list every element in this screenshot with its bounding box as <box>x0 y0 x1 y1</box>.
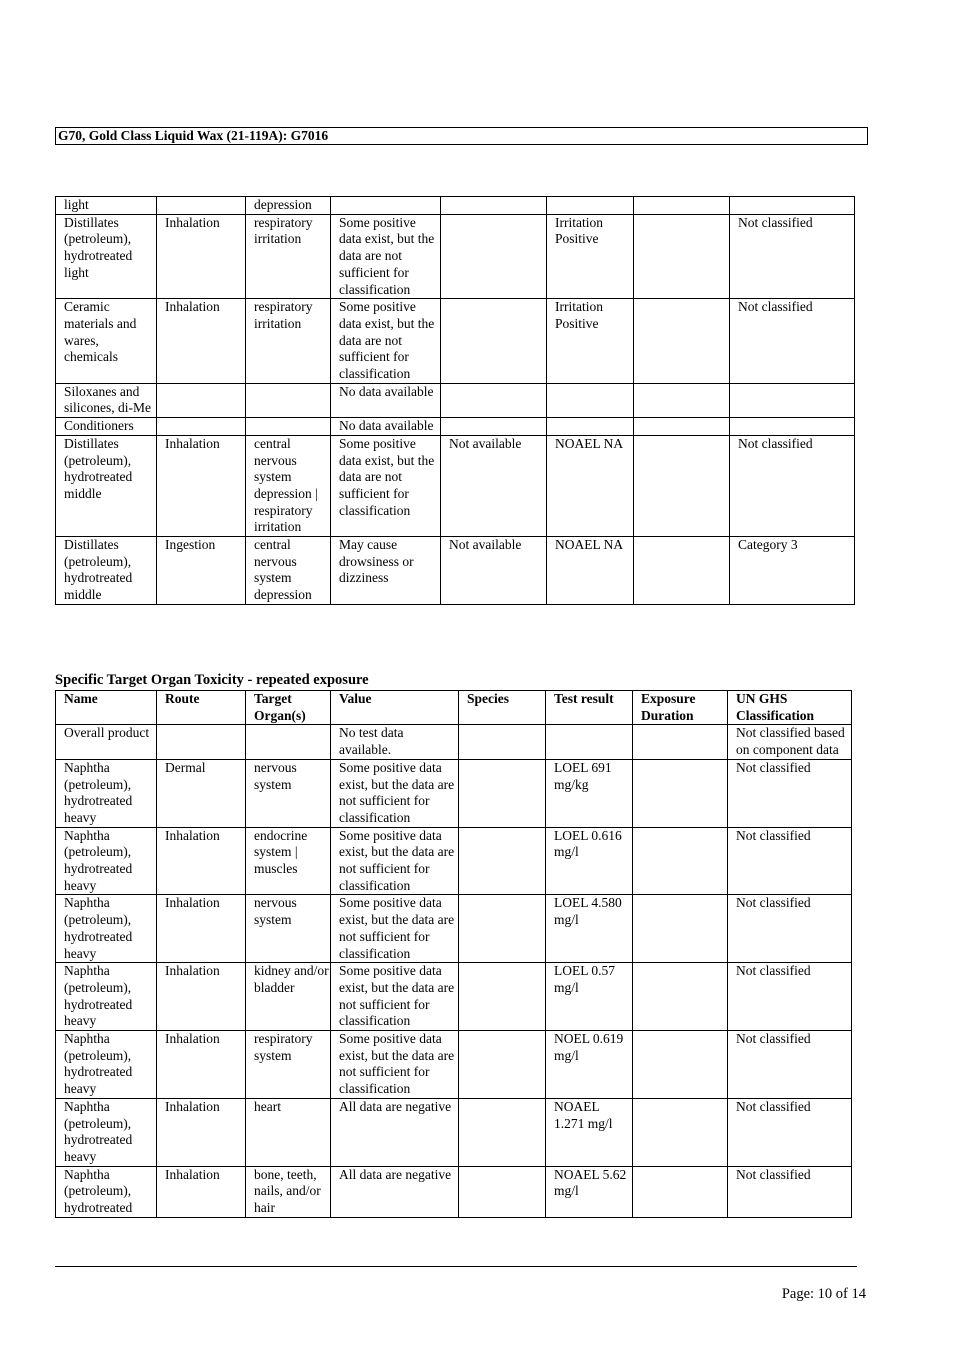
cell-test-result: LOEL 0.57 mg/l <box>546 963 633 1031</box>
cell-value: Some positive data exist, but the data are not sufficient for classification <box>331 435 441 536</box>
table-row <box>56 214 855 299</box>
table-row <box>56 418 855 436</box>
cell-un-ghs-classification: Not classified <box>728 895 852 963</box>
footer-divider <box>55 1266 857 1267</box>
cell-route: Dermal <box>157 759 246 827</box>
cell-route <box>157 418 246 436</box>
cell-route <box>157 725 246 759</box>
cell-exposure-duration <box>634 214 730 299</box>
cell-un-ghs-classification: Not classified <box>728 1166 852 1217</box>
cell-un-ghs-classification: Not classified <box>728 827 852 895</box>
cell-species <box>459 827 546 895</box>
cell-species <box>441 214 547 299</box>
cell-exposure-duration <box>634 197 730 215</box>
cell-species: Not available <box>441 435 547 536</box>
column-header-test-result: Test result <box>546 691 633 725</box>
table-row <box>56 759 852 827</box>
cell-exposure-duration <box>633 1098 728 1166</box>
cell-species <box>459 725 546 759</box>
cell-species <box>459 759 546 827</box>
cell-species <box>459 963 546 1031</box>
cell-test-result: LOEL 691 mg/kg <box>546 759 633 827</box>
cell-name: Distillates (petroleum), hydrotreated middle <box>56 537 157 605</box>
column-header-species: Species <box>459 691 546 725</box>
cell-un-ghs-classification: Not classified <box>728 1031 852 1099</box>
cell-name: Conditioners <box>56 418 157 436</box>
cell-name: Naphtha (petroleum), hydrotreated <box>56 1166 157 1217</box>
cell-value: Some positive data exist, but the data are not sufficient for classification <box>331 1031 459 1099</box>
repeated-exposure-table-body <box>56 725 852 1217</box>
cell-exposure-duration <box>633 759 728 827</box>
cell-un-ghs-classification <box>730 197 855 215</box>
cell-exposure-duration <box>633 963 728 1031</box>
column-header-route: Route <box>157 691 246 725</box>
cell-value: Some positive data exist, but the data are not sufficient for classification <box>331 827 459 895</box>
cell-route: Inhalation <box>157 1166 246 1217</box>
cell-test-result: LOEL 0.616 mg/l <box>546 827 633 895</box>
cell-exposure-duration <box>633 895 728 963</box>
column-header-target-organs: Target Organ(s) <box>246 691 331 725</box>
column-header-un-ghs-classification: UN GHS Classification <box>728 691 852 725</box>
cell-test-result: Irritation Positive <box>547 299 634 384</box>
cell-name: Overall product <box>56 725 157 759</box>
cell-species <box>441 299 547 384</box>
cell-route: Inhalation <box>157 895 246 963</box>
cell-un-ghs-classification: Not classified <box>728 759 852 827</box>
cell-test-result: NOAEL 5.62 mg/l <box>546 1166 633 1217</box>
cell-target-organs: respiratory irritation <box>246 214 331 299</box>
cell-un-ghs-classification: Not classified <box>728 963 852 1031</box>
cell-route: Inhalation <box>157 963 246 1031</box>
cell-un-ghs-classification: Not classified <box>730 299 855 384</box>
cell-species <box>441 383 547 417</box>
single-exposure-table <box>55 196 855 605</box>
cell-route: Inhalation <box>157 299 246 384</box>
cell-target-organs: respiratory irritation <box>246 299 331 384</box>
cell-exposure-duration <box>633 1166 728 1217</box>
cell-value: Some positive data exist, but the data are not sufficient for classification <box>331 214 441 299</box>
cell-species <box>459 1166 546 1217</box>
cell-test-result: NOAEL NA <box>547 537 634 605</box>
column-header-exposure-duration: Exposure Duration <box>633 691 728 725</box>
cell-exposure-duration <box>634 418 730 436</box>
cell-exposure-duration <box>633 1031 728 1099</box>
document-header-title: G70, Gold Class Liquid Wax (21-119A): G7016 <box>55 127 868 145</box>
cell-un-ghs-classification: Not classified <box>730 435 855 536</box>
cell-exposure-duration <box>633 827 728 895</box>
cell-species <box>459 895 546 963</box>
cell-value: Some positive data exist, but the data are not sufficient for classification <box>331 299 441 384</box>
cell-name: Distillates (petroleum), hydrotreated middle <box>56 435 157 536</box>
cell-value <box>331 197 441 215</box>
cell-target-organs: endocrine system | muscles <box>246 827 331 895</box>
cell-exposure-duration <box>634 383 730 417</box>
cell-name: Naphtha (petroleum), hydrotreated heavy <box>56 1098 157 1166</box>
cell-un-ghs-classification: Not classified based on component data <box>728 725 852 759</box>
cell-species <box>441 197 547 215</box>
table-row <box>56 1098 852 1166</box>
cell-name: light <box>56 197 157 215</box>
column-header-name: Name <box>56 691 157 725</box>
cell-exposure-duration <box>634 299 730 384</box>
cell-name: Naphtha (petroleum), hydrotreated heavy <box>56 963 157 1031</box>
cell-target-organs <box>246 725 331 759</box>
cell-un-ghs-classification <box>730 418 855 436</box>
cell-target-organs: nervous system <box>246 759 331 827</box>
cell-un-ghs-classification: Category 3 <box>730 537 855 605</box>
cell-species <box>459 1031 546 1099</box>
cell-route <box>157 383 246 417</box>
table-row <box>56 725 852 759</box>
cell-value: Some positive data exist, but the data are not sufficient for classification <box>331 759 459 827</box>
cell-exposure-duration <box>634 435 730 536</box>
cell-target-organs: central nervous system depression <box>246 537 331 605</box>
cell-exposure-duration <box>634 537 730 605</box>
cell-target-organs <box>246 383 331 417</box>
cell-target-organs <box>246 418 331 436</box>
cell-value: Some positive data exist, but the data are not sufficient for classification <box>331 895 459 963</box>
cell-species <box>441 418 547 436</box>
cell-value: May cause drowsiness or dizziness <box>331 537 441 605</box>
table-row <box>56 963 852 1031</box>
cell-route: Inhalation <box>157 827 246 895</box>
cell-target-organs: kidney and/or bladder <box>246 963 331 1031</box>
cell-name: Siloxanes and silicones, di-Me <box>56 383 157 417</box>
cell-name: Naphtha (petroleum), hydrotreated heavy <box>56 1031 157 1099</box>
page-number: Page: 10 of 14 <box>781 1286 866 1302</box>
cell-species <box>459 1098 546 1166</box>
cell-name: Distillates (petroleum), hydrotreated light <box>56 214 157 299</box>
cell-value: No data available <box>331 383 441 417</box>
cell-target-organs: respiratory system <box>246 1031 331 1099</box>
cell-test-result: NOAEL NA <box>547 435 634 536</box>
cell-target-organs: heart <box>246 1098 331 1166</box>
cell-name: Naphtha (petroleum), hydrotreated heavy <box>56 895 157 963</box>
cell-exposure-duration <box>633 725 728 759</box>
table-row <box>56 827 852 895</box>
cell-route <box>157 197 246 215</box>
repeated-exposure-table <box>55 690 852 1218</box>
column-header-value: Value <box>331 691 459 725</box>
cell-un-ghs-classification <box>730 383 855 417</box>
cell-test-result: LOEL 4.580 mg/l <box>546 895 633 963</box>
cell-target-organs: nervous system <box>246 895 331 963</box>
cell-value: No test data available. <box>331 725 459 759</box>
table-row <box>56 537 855 605</box>
cell-route: Ingestion <box>157 537 246 605</box>
cell-name: Naphtha (petroleum), hydrotreated heavy <box>56 827 157 895</box>
cell-route: Inhalation <box>157 435 246 536</box>
cell-route: Inhalation <box>157 1098 246 1166</box>
single-exposure-table-body <box>56 197 855 605</box>
table-header-row <box>56 691 852 725</box>
cell-target-organs: depression <box>246 197 331 215</box>
cell-value: Some positive data exist, but the data are not sufficient for classification <box>331 963 459 1031</box>
cell-test-result <box>547 418 634 436</box>
table-row <box>56 383 855 417</box>
cell-value: All data are negative <box>331 1098 459 1166</box>
cell-value: No data available <box>331 418 441 436</box>
table-row <box>56 435 855 536</box>
cell-un-ghs-classification: Not classified <box>730 214 855 299</box>
cell-species: Not available <box>441 537 547 605</box>
cell-un-ghs-classification: Not classified <box>728 1098 852 1166</box>
table-row <box>56 299 855 384</box>
cell-name: Ceramic materials and wares, chemicals <box>56 299 157 384</box>
cell-route: Inhalation <box>157 1031 246 1099</box>
table-row <box>56 1166 852 1217</box>
cell-test-result <box>547 197 634 215</box>
table-row <box>56 1031 852 1099</box>
cell-test-result <box>546 725 633 759</box>
cell-test-result: Irritation Positive <box>547 214 634 299</box>
section-title-repeated-exposure: Specific Target Organ Toxicity - repeated exposure <box>55 672 369 688</box>
cell-target-organs: central nervous system depression | respiratory irritation <box>246 435 331 536</box>
cell-test-result: NOAEL 1.271 mg/l <box>546 1098 633 1166</box>
cell-test-result: NOEL 0.619 mg/l <box>546 1031 633 1099</box>
table-row <box>56 895 852 963</box>
cell-name: Naphtha (petroleum), hydrotreated heavy <box>56 759 157 827</box>
table-row <box>56 197 855 215</box>
cell-route: Inhalation <box>157 214 246 299</box>
cell-value: All data are negative <box>331 1166 459 1217</box>
cell-test-result <box>547 383 634 417</box>
repeated-exposure-table-header <box>56 691 852 725</box>
cell-target-organs: bone, teeth, nails, and/or hair <box>246 1166 331 1217</box>
